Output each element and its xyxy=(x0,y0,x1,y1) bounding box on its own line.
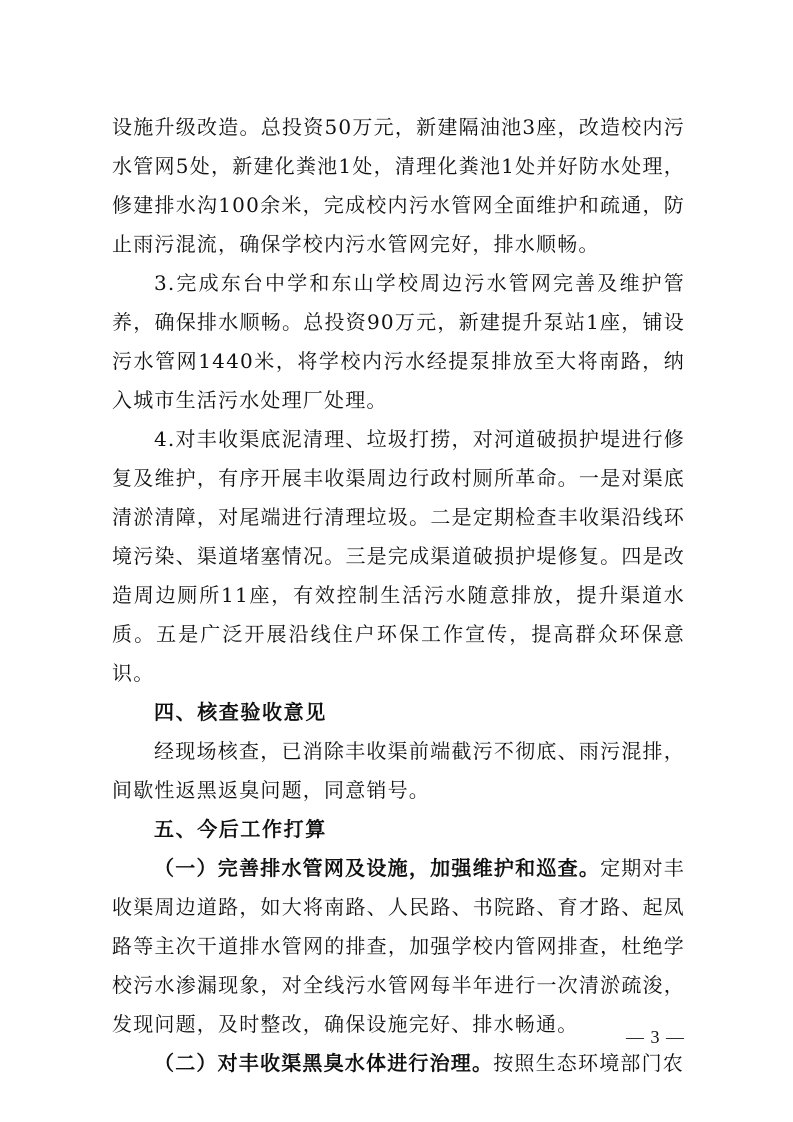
paragraph-item-4 xyxy=(112,420,685,693)
page-number: — 3 — xyxy=(626,1027,685,1047)
paragraph-plan-1 xyxy=(112,849,685,1044)
heading-text: 五、今后工作打算 xyxy=(154,817,327,841)
paragraph-lead: （二）对丰收渠黑臭水体进行治理。 xyxy=(154,1051,494,1075)
paragraph-text: 经现场核查，已消除丰收渠前端截污不彻底、雨污混排，间歇性返黑返臭问题，同意销号。 xyxy=(112,739,685,802)
section-heading-future-plan xyxy=(112,810,685,849)
paragraph-item-3 xyxy=(112,264,685,420)
paragraph-text: 4.对丰收渠底泥清理、垃圾打捞，对河道破损护堤进行修复及维护，有序开展丰收渠周边行政村厕所革命。一是对渠底清淤清障，对尾端进行清理垃圾。二是定期检查丰收渠沿线环境污染、渠道堵塞情况。三是完成渠道破损护堤修复。四是改造周边厕所11座，有效控制生活污水随意排放，提升渠道水质。五是广泛开展沿线住户环保工作宣传，提高群众环保意识。 xyxy=(112,427,685,685)
paragraph-inspection-opinion xyxy=(112,732,685,810)
section-heading-inspection xyxy=(112,693,685,732)
paragraph-lead: （一）完善排水管网及设施，加强维护和巡查。 xyxy=(154,856,601,880)
paragraph-plan-2 xyxy=(112,1044,685,1083)
paragraph-text: 按照生态环境部门农 xyxy=(493,1051,685,1075)
paragraph-text: 设施升级改造。总投资50万元，新建隔油池3座，改造校内污水管网5处，新建化粪池1处，清理化粪池1处并好防水处理，修建排水沟100余米，完成校内污水管网全面维护和疏通，防止雨污混流，确保学校内污水管网完好，排水顺畅。 xyxy=(112,115,685,256)
document-body xyxy=(112,108,685,1083)
paragraph-text: 定期对丰收渠周边道路，如大将南路、人民路、书院路、育才路、起凤路等主次干道排水管网的排查，加强学校内管网排查，杜绝学校污水渗漏现象，对全线污水管网每半年进行一次清淤疏浚，发现问题，及时整改，确保设施完好、排水畅通。 xyxy=(112,856,685,1036)
paragraph-facility-upgrade xyxy=(112,108,685,264)
heading-text: 四、核查验收意见 xyxy=(154,700,327,724)
paragraph-text: 3.完成东台中学和东山学校周边污水管网完善及维护管养，确保排水顺畅。总投资90万元，新建提升泵站1座，铺设污水管网1440米，将学校内污水经提泵排放至大将南路，纳入城市生活污水处理厂处理。 xyxy=(112,271,685,412)
